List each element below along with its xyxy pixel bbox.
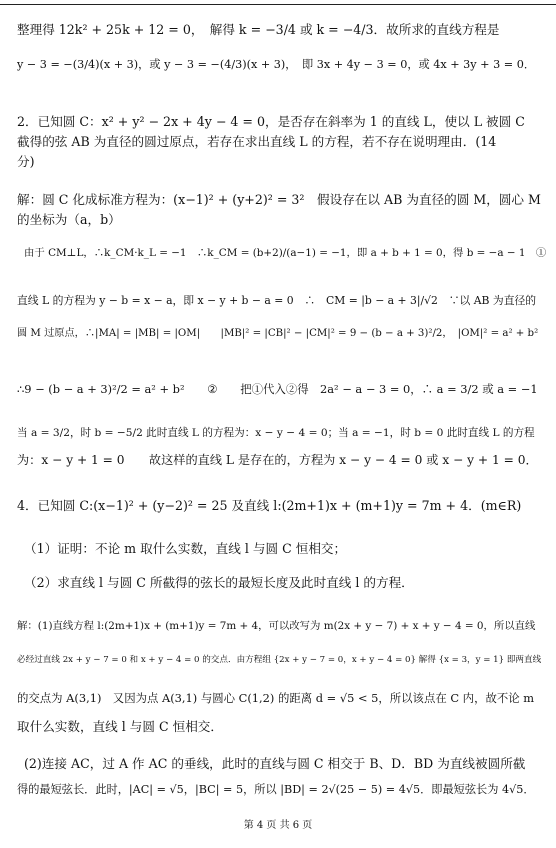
solution-line: 的交点为 A(3,1) 又因为点 A(3,1) 与圆心 C(1,2) 的距离 d = √5 < 5，所以该点在 C 内，故不论 m xyxy=(17,691,535,705)
problem-2-line: 分) xyxy=(17,154,35,169)
problem-4-line: 4．已知圆 C:(x−1)² + (y−2)² = 25 及直线 l:(2m+1)x + (m+1)y = 7m + 4．(m∈R) xyxy=(17,498,522,513)
solution-line: 直线 L 的方程为 y − b = x − a，即 x − y + b − a = 0 ∴ CM = |b − a + 3|/√2 ∵以 AB 为直径的 xyxy=(17,294,537,307)
problem-4-part-2: （2）求直线 l 与圆 C 所截得的弦长的最短长度及此时直线 l 的方程． xyxy=(24,575,414,590)
page-footer: 第 4 页 共 6 页 xyxy=(243,820,313,831)
text-line: 整理得 12k² + 25k + 12 = 0， 解得 k = −3/4 或 k = −4/3．故所求的直线方程是 xyxy=(17,22,500,37)
solution-line: 圆 M 过原点，∴|MA| = |MB| = |OM| |MB|² = |CB|² − |CM|² = 9 − (b − a + 3)²/2， |OM|² = a² + b² xyxy=(17,328,539,339)
problem-2-line: 2．已知圆 C：x² + y² − 2x + 4y − 4 = 0，是否存在斜率为 1 的直线 L，使以 L 被圆 C xyxy=(17,114,525,129)
solution-line: 当 a = 3/2，时 b = −5/2 此时直线 L 的方程为：x − y − 4 = 0；当 a = −1，时 b = 0 此时直线 L 的方程 xyxy=(17,427,535,439)
problem-4-part-1: （1）证明：不论 m 取什么实数，直线 l 与圆 C 恒相交； xyxy=(24,541,347,556)
solution-line: 必经过直线 2x + y − 7 = 0 和 x + y − 4 = 0 的交点．由方程组 {2x + y − 7 = 0，x + y − 4 = 0} 解得 {x = 3，y = 1} 即两直线 xyxy=(17,655,542,665)
solution-line: 解：圆 C 化成标准方程为：(x−1)² + (y+2)² = 3² 假设存在以 AB 为直径的圆 M，圆心 M xyxy=(17,192,541,207)
problem-2-line: 截得的弦 AB 为直径的圆过原点，若存在求出直线 L 的方程，若不存在说明理由．(14 xyxy=(17,134,497,149)
solution-line: 由于 CM⊥L，∴k_CM·k_L = −1 ∴k_CM = (b+2)/(a−1) = −1，即 a + b + 1 = 0，得 b = −a − 1 ① xyxy=(24,247,547,259)
text-line: y − 3 = −(3/4)(x + 3)，或 y − 3 = −(4/3)(x + 3)， 即 3x + 4y − 3 = 0，或 4x + 3y + 3 = 0． xyxy=(17,58,536,71)
top-rule xyxy=(0,4,556,5)
solution-line: 的坐标为（a，b） xyxy=(17,212,121,227)
solution-line: (2)连接 AC，过 A 作 AC 的垂线，此时的直线与圆 C 相交于 B、D．BD 为直线被圆所截 xyxy=(24,756,526,771)
solution-line: 为：x − y + 1 = 0 故这样的直线 L 是存在的，方程为 x − y − 4 = 0 或 x − y + 1 = 0． xyxy=(17,453,538,467)
solution-line: 得的最短弦长．此时，|AC| = √5，|BC| = 5，所以 |BD| = 2√(25 − 5) = 4√5．即最短弦长为 4√5． xyxy=(17,783,535,796)
solution-line: 解：(1)直线方程 l:(2m+1)x + (m+1)y = 7m + 4，可以改写为 m(2x + y − 7) + x + y − 4 = 0，所以直线 xyxy=(17,620,536,632)
solution-line: ∴9 − (b − a + 3)²/2 = a² + b² ② 把①代入②得 2a² − a − 3 = 0，∴ a = 3/2 或 a = −1 xyxy=(17,382,538,396)
solution-line: 取什么实数，直线 l 与圆 C 恒相交． xyxy=(17,719,223,734)
